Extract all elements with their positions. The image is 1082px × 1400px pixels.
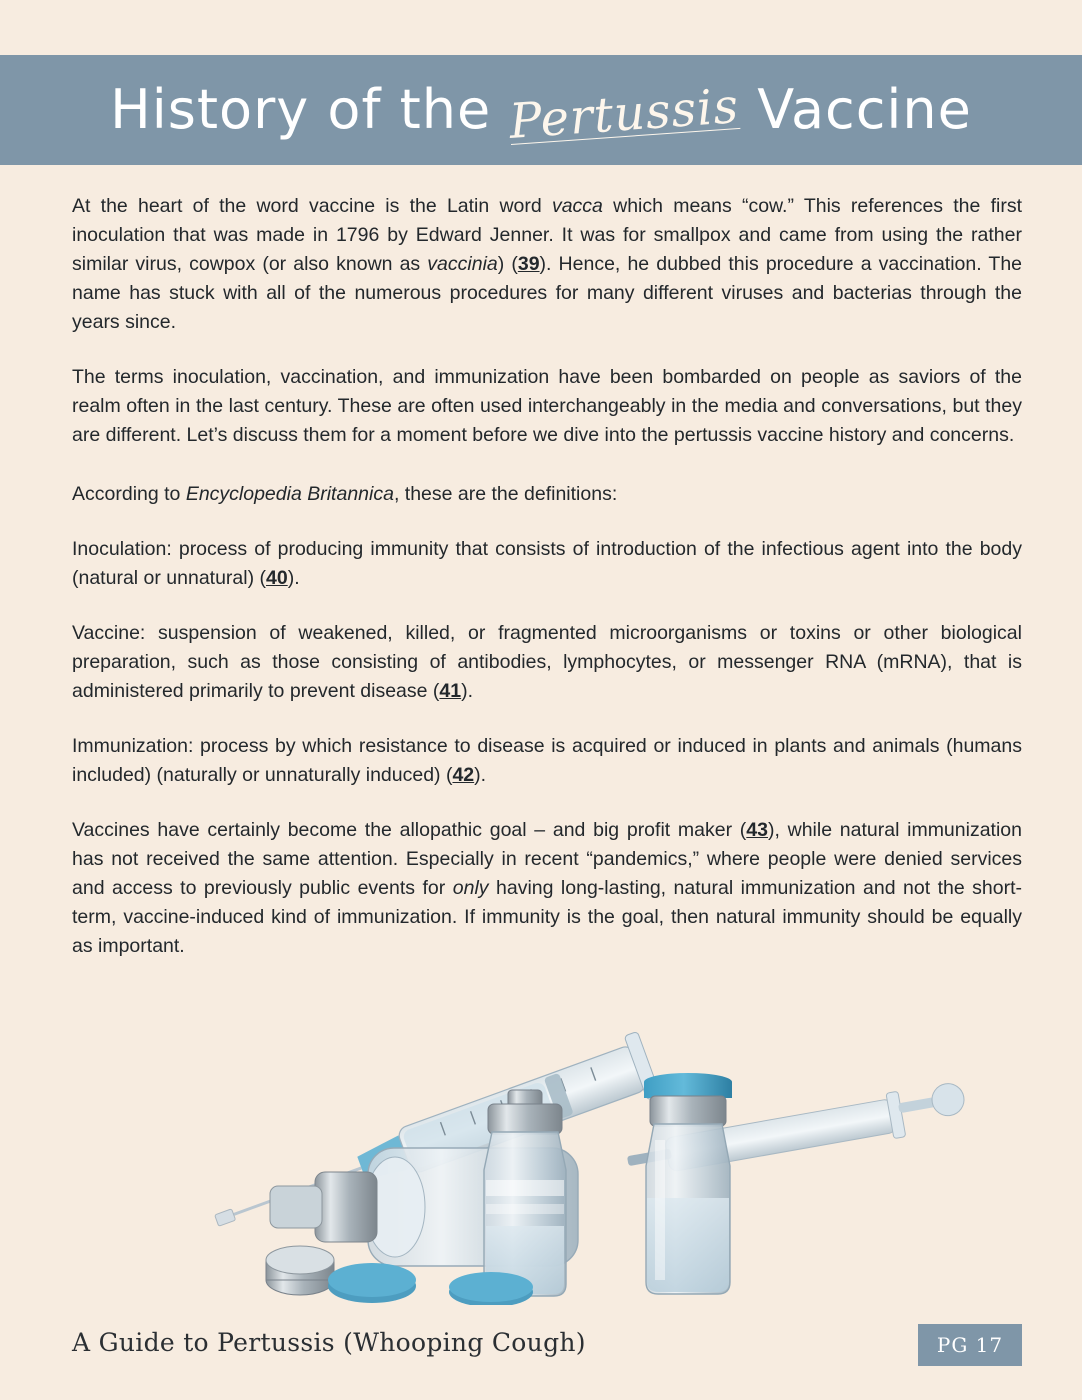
citation-link-42[interactable]: 42 [452,764,475,786]
definition-immunization [72,732,1022,790]
p3-text-a: According to [72,483,186,505]
footer-book-title: A Guide to Pertussis (Whooping Cough) [72,1328,586,1357]
p7-text-c: having long-lasting, natural immunization and not the short-term, vaccine-induced kind of immunization. If immunity is the goal, then natural immunity should be equally as important. [72,877,1023,957]
citation-link-40[interactable]: 40 [266,567,288,589]
paragraph-3 [72,480,1022,509]
p1-text-b: which means “cow.” This references the first inoculation that was made in 1796 by Edward Jenner. It was for smallpox and came from using the rather similar virus, cowpox (or also known as [72,195,1023,275]
p7-text-b: ), while natural immunization has not received the same attention. Especially in recent “pandemics,” where people were denied services and access to previously public events for [72,819,1022,899]
paragraph-1 [72,192,1022,337]
paragraph-2: The terms inoculation, vaccination, and immunization have been bombarded on people as saviors of the realm often in the last century. These are often used interchangeably in the media and conversations, but they are different. Let’s discuss them for a moment before we dive into the pertussis vaccine history and concerns. [72,366,1022,446]
p6-text-a: Immunization: process by which resistance to disease is acquired or induced in plants and animals (humans included) (naturally or unnaturally induced) ( [72,735,1022,786]
citation-link-41[interactable]: 41 [439,680,462,702]
p1-text-d: ). Hence, he dubbed this procedure a vaccination. The name has stuck with all of the numerous procedures for many different viruses and bacterias through the years since. [72,253,1023,333]
p1-latin-vaccinia: vaccinia [427,253,498,275]
p5-text-a: Vaccine: suspension of weakened, killed, or fragmented microorganisms or toxins or other biological preparation, such as those consisting of antibodies, lymphocytes, or messenger RNA (mRNA), that is administered primarily to prevent disease ( [72,622,1022,702]
p4-text-b: ). [287,567,300,589]
p1-latin-vacca: vacca [551,195,603,217]
citation-link-39[interactable]: 39 [517,253,540,275]
p1-text-a: At the heart of the word vaccine is the Latin word [72,195,552,217]
document-body [72,192,1022,987]
vaccine-vials-and-syringes-photo [110,1020,970,1305]
p7-emphasis-only: only [452,877,489,899]
vial-center [484,1090,566,1296]
p1-text-c: ) ( [497,253,518,275]
page-header-banner [0,55,1082,165]
p7-text-a: Vaccines have certainly become the allopathic goal – and big profit maker ( [72,819,747,841]
p6-text-b: ). [474,764,487,786]
page-title-part-1: History of the [110,78,492,141]
page-number-badge: PG 17 [918,1324,1022,1366]
p3-source-title: Encyclopedia Britannica [185,483,394,505]
vial-right [644,1073,732,1294]
p3-text-b: , these are the definitions: [393,483,618,505]
definition-inoculation [72,535,1022,593]
page-title [110,78,972,150]
p5-text-b: ). [461,680,474,702]
page-footer [0,1324,1082,1374]
page-title-script-word: Pertussis [507,78,742,150]
page-title-part-2: Vaccine [757,78,972,141]
p4-text-a: Inoculation: process of producing immunity that consists of introduction of the infectious agent into the body (natural or unnatural) ( [72,538,1022,589]
paragraph-7 [72,816,1022,961]
definition-vaccine [72,619,1022,706]
citation-link-43[interactable]: 43 [746,819,768,841]
